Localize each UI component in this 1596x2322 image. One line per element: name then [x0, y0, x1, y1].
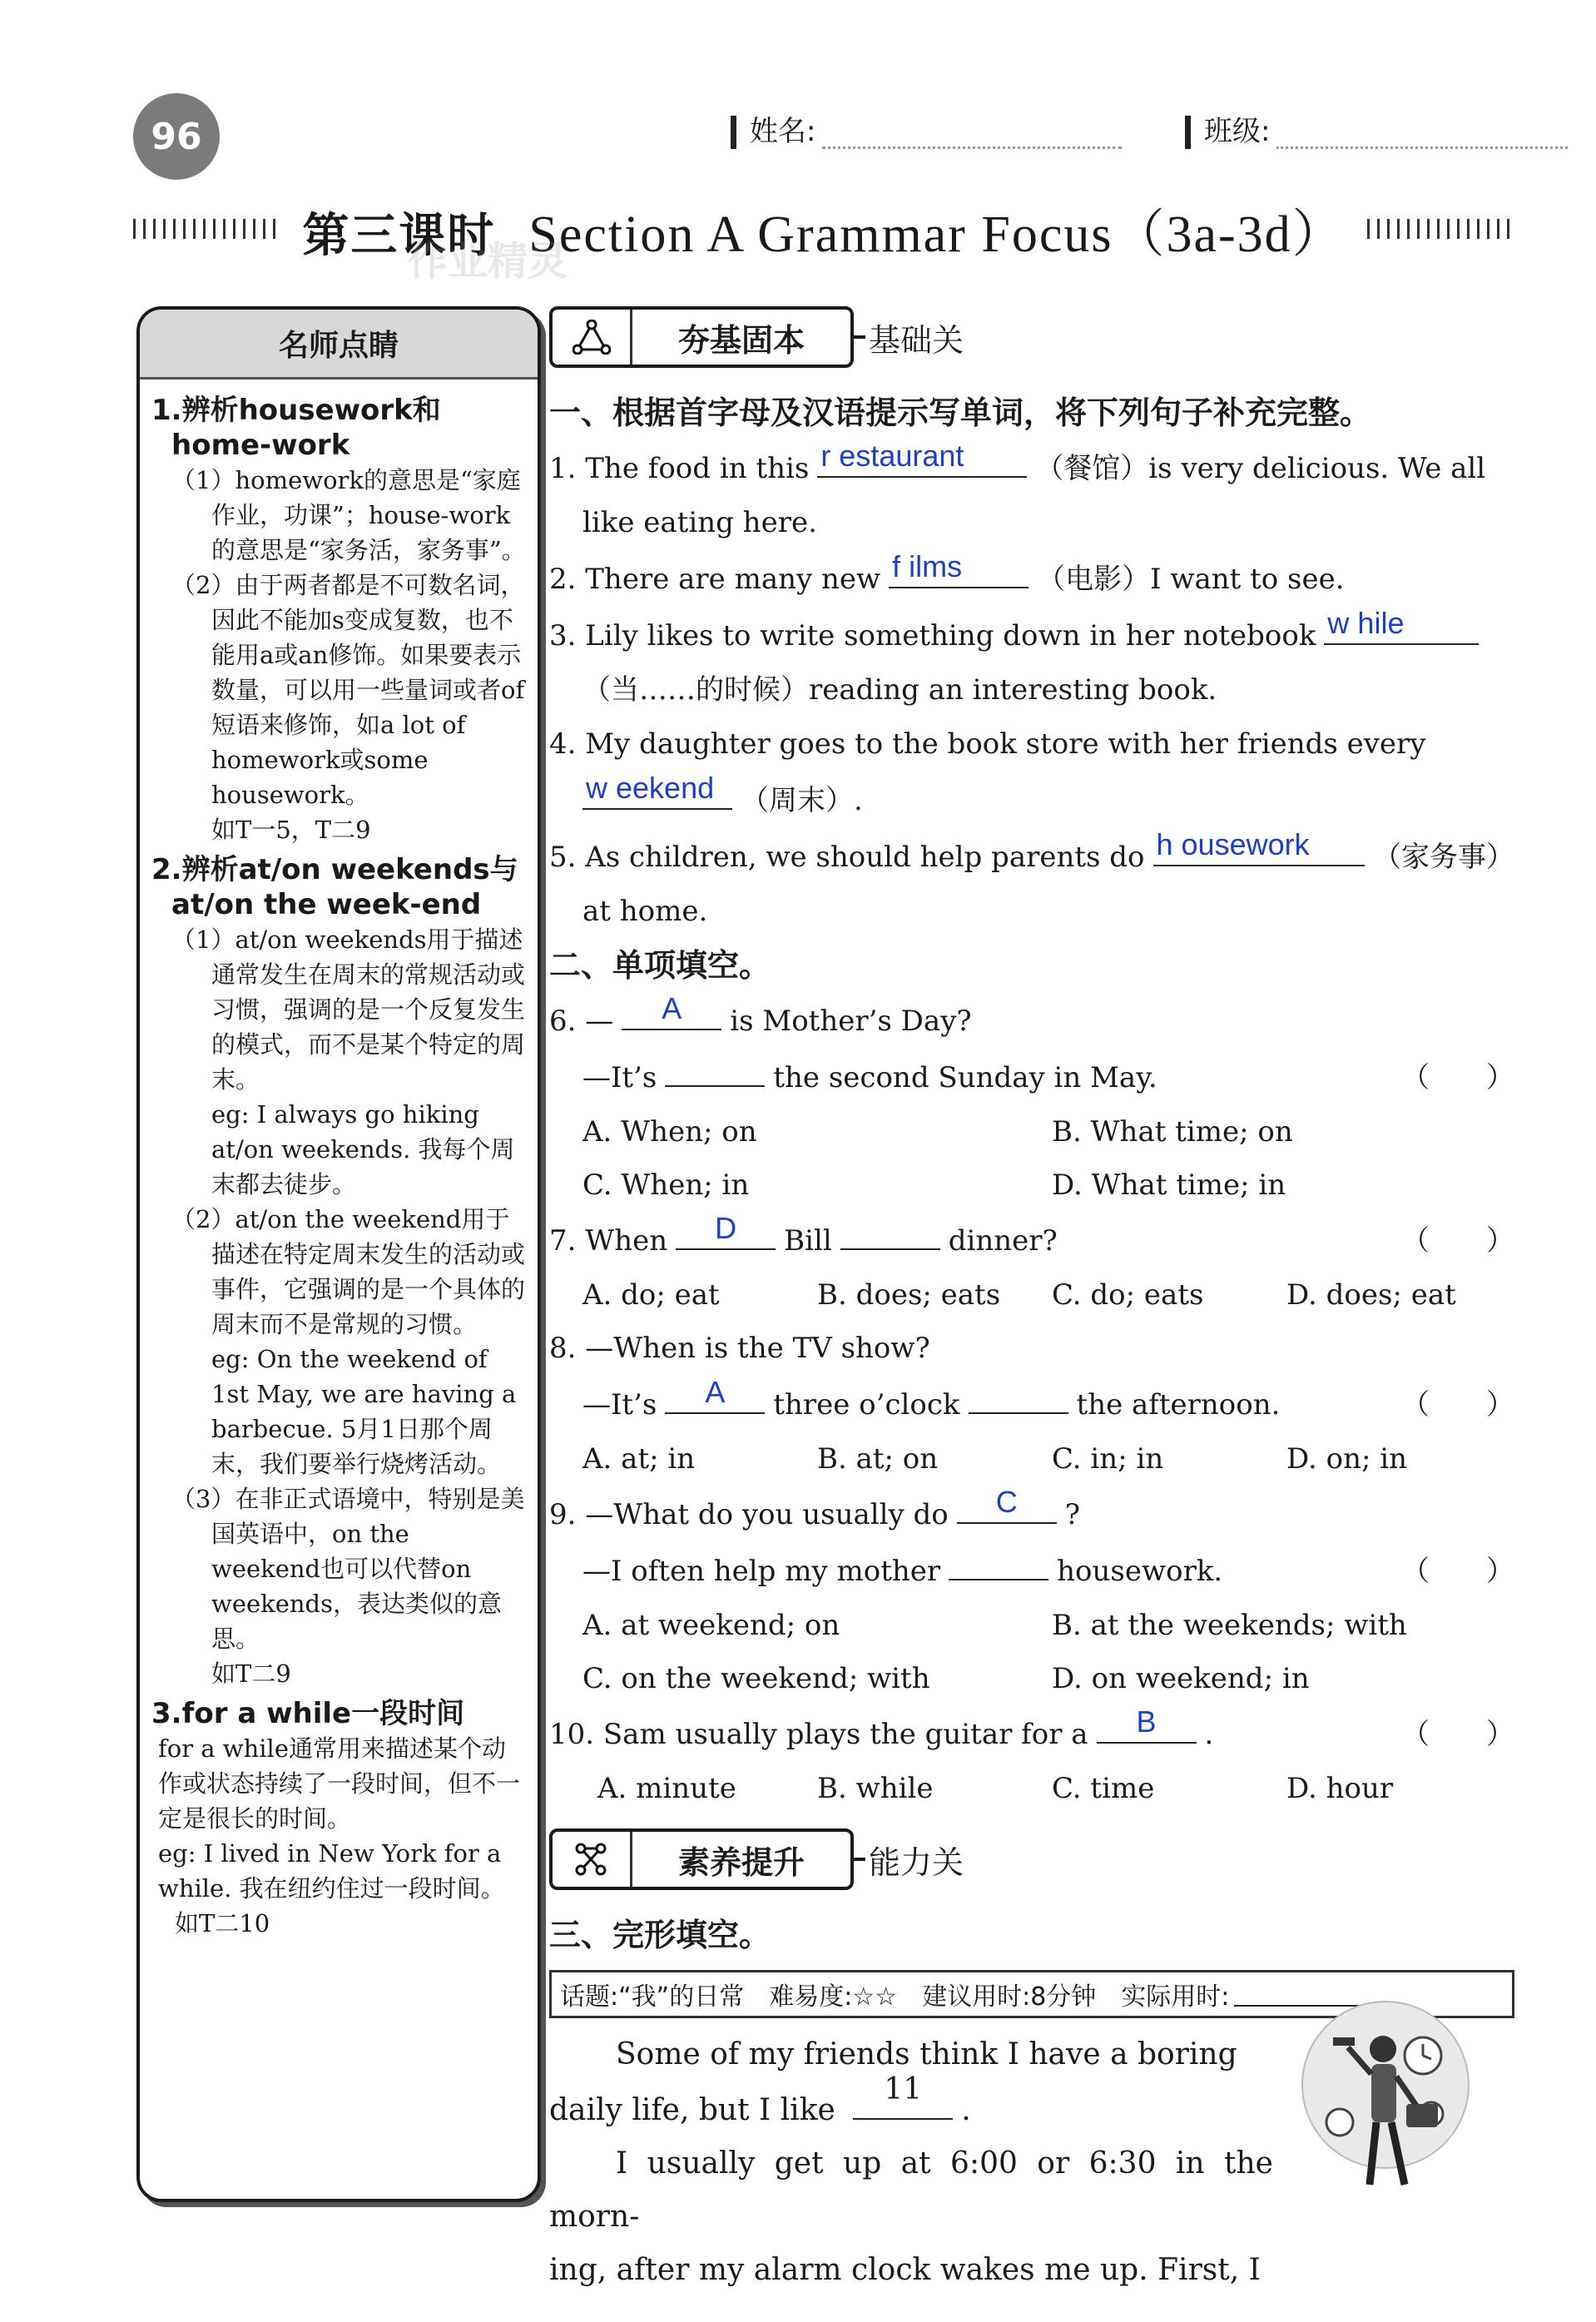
q7-option-a[interactable]: A. do; eat [582, 1278, 720, 1312]
answer-bracket[interactable]: （ ） [1401, 1224, 1514, 1258]
field-bar [1185, 116, 1191, 149]
q9-blank-2[interactable] [949, 1542, 1048, 1580]
q10-blank[interactable] [1097, 1705, 1197, 1744]
q6-text: 6. — [549, 1005, 614, 1038]
question-8-cont [549, 1376, 1514, 1432]
q5-blank[interactable] [1153, 828, 1365, 866]
part2-heading: 二、单项填空。 [549, 947, 771, 984]
badge-connector [854, 1858, 865, 1861]
tip-example: eg: On the weekend of 1st May, we are having a barbecue. 5月1日那个周末，我们要举行烧烤活动。 [211, 1345, 517, 1478]
q8-text-c: three o’clock [773, 1388, 960, 1421]
q8-text: 8. —When is the TV show? [549, 1332, 930, 1365]
q5-text-b: （家务事） [1373, 841, 1514, 874]
q8-blank[interactable] [665, 1376, 765, 1414]
q1-text: 1. The food in this [549, 452, 810, 485]
class-label: 班级: [1204, 115, 1271, 148]
tip-paragraph: （1）at/on weekends用于描述通常发生在周末的常规活动或习惯，强调的是一个反复发生的模式，而不是某个特定的周末。 [171, 925, 526, 1094]
answer-bracket[interactable]: （ ） [1401, 1718, 1514, 1751]
q6-blank-2[interactable] [665, 1049, 765, 1087]
q10-text: 10. Sam usually plays the guitar for a [549, 1718, 1088, 1751]
q9-blank[interactable] [957, 1486, 1057, 1524]
q2-answer: f ilms [892, 549, 963, 583]
q8-blank-2[interactable] [969, 1376, 1068, 1414]
passage-line: ing, after my alarm clock wakes me up. First, I [549, 2253, 1261, 2287]
q8-text-d: the afternoon. [1076, 1388, 1281, 1421]
q10-option-b[interactable]: B. while [817, 1772, 934, 1805]
q5-text-c: at home. [582, 895, 708, 928]
q3-text-b: （当……的时候）reading an interesting book. [582, 673, 1217, 707]
q4-text-b: （周末）. [741, 784, 863, 817]
cloze-passage [549, 2028, 1273, 2297]
q6-option-d[interactable]: D. What time; in [1052, 1168, 1286, 1202]
part1-heading: 一、根据首字母及汉语提示写单词，将下列句子补充完整。 [549, 394, 1372, 431]
field-bar [731, 116, 736, 149]
q8-option-d[interactable]: D. on; in [1286, 1442, 1408, 1476]
q10-option-d[interactable]: D. hour [1286, 1772, 1394, 1805]
question-7 [549, 1212, 1514, 1268]
q6-option-b[interactable]: B. What time; on [1052, 1115, 1293, 1149]
q3-blank[interactable] [1324, 607, 1479, 645]
q6-text-c: —It’s [582, 1061, 657, 1094]
q6-answer: A [662, 991, 682, 1025]
q9-option-c[interactable]: C. on the weekend; with [582, 1662, 930, 1695]
passage-line-2 [549, 2072, 1273, 2137]
network-icon [553, 1832, 632, 1887]
q7-option-b[interactable]: B. does; eats [817, 1278, 1001, 1312]
passage-text: daily life, but I like [549, 2093, 835, 2127]
q9-options-2 [549, 1652, 1514, 1705]
ability-section-label: 素养提升 [677, 1843, 805, 1881]
tip-example: eg: I lived in New York for a while. 我在纽约住过一段时间。 [158, 1839, 505, 1903]
lesson-title-en: Section A Grammar Focus（3a-3d） [528, 206, 1346, 263]
q6-option-a[interactable]: A. When; on [582, 1115, 757, 1149]
q6-text-b: is Mother’s Day? [730, 1005, 972, 1038]
q10-option-c[interactable]: C. time [1052, 1772, 1155, 1805]
q8-option-c[interactable]: C. in; in [1052, 1442, 1164, 1476]
q7-text-c: dinner? [948, 1224, 1058, 1258]
title-tick-decoration [133, 219, 280, 239]
name-label: 姓名: [750, 115, 816, 148]
triangle-nodes-icon [553, 310, 632, 365]
teacher-tips-sidebar [136, 306, 541, 2202]
q5-text: 5. As children, we should help parents do [549, 841, 1145, 874]
q9-option-a[interactable]: A. at weekend; on [582, 1609, 840, 1642]
q3-answer: w hile [1327, 606, 1405, 640]
question-6-cont [549, 1049, 1514, 1105]
badge-connector [854, 335, 865, 339]
q7-option-d[interactable]: D. does; eat [1286, 1278, 1456, 1312]
answer-bracket[interactable]: （ ） [1401, 1061, 1514, 1094]
q1-blank[interactable] [817, 439, 1027, 478]
watermark: 作业精灵 [408, 238, 568, 285]
tip-heading: 3.for a while一段时间 [151, 1697, 465, 1730]
name-field [731, 108, 1122, 149]
q5-answer: h ousework [1156, 827, 1310, 861]
q9-options [549, 1599, 1514, 1652]
q9-text-c: —I often help my mother [582, 1555, 941, 1588]
q10-options [549, 1762, 1514, 1815]
question-1-cont [549, 496, 1514, 550]
q6-option-c[interactable]: C. When; in [582, 1168, 750, 1202]
cloze-blank-11[interactable] [853, 2072, 953, 2120]
q8-option-b[interactable]: B. at; on [817, 1442, 939, 1476]
q10-text-b: . [1204, 1718, 1214, 1751]
q2-text-b: （电影）I want to see. [1037, 563, 1345, 596]
q8-option-a[interactable]: A. at; in [582, 1442, 696, 1476]
tip-heading: 1.辨析housework和home-work [151, 394, 441, 462]
q8-text-b: —It’s [582, 1388, 657, 1421]
q7-option-c[interactable]: C. do; eats [1052, 1278, 1204, 1312]
question-5 [549, 828, 1514, 885]
question-3-cont [549, 663, 1514, 717]
q6-blank[interactable] [622, 992, 721, 1030]
tip-paragraph: （2）由于两者都是不可数名词，因此不能加s变成复数，也不能用a或an修饰。如果要表示数量，可以用一些量词或者of短语来修饰，如a lot of homework或some housework。 [171, 571, 525, 809]
q7-text-b: Bill [784, 1224, 832, 1258]
q9-text: 9. —What do you usually do [549, 1498, 949, 1531]
q8-answer: A [705, 1375, 726, 1409]
question-2 [549, 550, 1514, 607]
q6-text-d: the second Sunday in May. [773, 1061, 1157, 1094]
tip-paragraph: （1）homework的意思是“家庭作业，功课”；house-work的意思是“家务活，家务事”。 [171, 466, 526, 564]
title-tick-decoration [1367, 219, 1514, 239]
passage-line: Some of my friends think I have a boring [616, 2037, 1237, 2071]
q2-blank[interactable] [889, 550, 1028, 588]
basic-section-sub: 基础关 [869, 321, 964, 359]
class-field [1185, 108, 1568, 149]
q3-text: 3. Lily likes to write something down in her notebook [549, 619, 1316, 652]
class-input-line[interactable] [1276, 119, 1568, 149]
name-input-line[interactable] [822, 119, 1122, 149]
q9-text-b: ? [1064, 1498, 1081, 1531]
q8-options [549, 1432, 1514, 1486]
answer-bracket[interactable]: （ ） [1401, 1388, 1514, 1421]
tip-reference: 如T二10 [175, 1909, 270, 1937]
q6-options-2 [549, 1159, 1514, 1212]
q10-option-a[interactable]: A. minute [597, 1772, 736, 1805]
q4-blank[interactable] [582, 772, 732, 810]
time-management-illustration [1290, 1997, 1481, 2197]
q1-text-b: （餐馆）is very delicious. We all [1035, 452, 1486, 485]
question-1 [549, 439, 1514, 496]
question-9-cont [549, 1542, 1514, 1599]
question-9 [549, 1486, 1514, 1542]
passage-text: . [961, 2093, 971, 2127]
q7-blank[interactable] [676, 1212, 776, 1250]
lesson-title-row [133, 196, 1514, 262]
question-5-cont [549, 885, 1514, 939]
q9-answer: C [995, 1485, 1018, 1519]
question-6 [549, 992, 1514, 1049]
tip-reference: 如T二9 [211, 1660, 291, 1688]
basic-section-badge [549, 300, 1514, 375]
part3-heading: 三、完形填空。 [549, 1917, 771, 1953]
q9-option-d[interactable]: D. on weekend; in [1052, 1662, 1310, 1695]
q10-answer: B [1136, 1704, 1157, 1739]
tip-heading: 2.辨析at/on weekends与at/on the week-end [151, 853, 518, 921]
q7-text: 7. When [549, 1224, 668, 1258]
basic-section-label: 夯基固本 [677, 321, 805, 359]
tip-example: eg: I always go hiking at/on weekends. 我每个周末都去徒步。 [211, 1100, 515, 1198]
question-3 [549, 607, 1514, 663]
tip-paragraph: for a while通常用来描述某个动作或状态持续了一段时间，但不一定是很长的时间。 [158, 1734, 521, 1833]
passage-line: I usually get up at 6:00 or 6:30 in the morn- [549, 2146, 1273, 2234]
q6-options [549, 1105, 1514, 1159]
page-number: 96 [133, 93, 220, 180]
tip-reference: 如T一5，T二9 [211, 816, 371, 844]
q4-text: 4. My daughter goes to the book store with her friends every [549, 727, 1426, 761]
q2-text: 2. There are many new [549, 563, 881, 596]
ability-section-sub: 能力关 [869, 1843, 964, 1881]
answer-bracket[interactable]: （ ） [1401, 1555, 1514, 1588]
question-8 [549, 1322, 1514, 1376]
ability-section-badge [549, 1822, 1514, 1897]
cloze-blank-number: 11 [884, 2072, 923, 2106]
q7-blank-2[interactable] [840, 1212, 940, 1250]
sidebar-heading: 名师点睛 [140, 310, 538, 380]
q7-answer: D [715, 1211, 737, 1245]
question-4-cont [549, 772, 1514, 828]
tip-paragraph: （2）at/on the weekend用于描述在特定周末发生的活动或事件，它强调的是一个具体的周末而不是常规的习惯。 [171, 1205, 526, 1338]
topic-text: 话题:“我”的日常 难易度:☆☆ 建议用时:8分钟 实际用时: [560, 1982, 1230, 2012]
q9-text-d: housework. [1057, 1555, 1223, 1588]
q4-answer: w eekend [586, 771, 715, 805]
question-10 [549, 1705, 1514, 1762]
question-4 [549, 717, 1514, 772]
q9-option-b[interactable]: B. at the weekends; with [1052, 1609, 1407, 1642]
tip-paragraph: （3）在非正式语境中，特别是美国英语中，on the weekend也可以代替on weekends，表达类似的意思。 [171, 1485, 525, 1653]
q7-options [549, 1268, 1514, 1322]
q1-answer: r estaurant [820, 439, 964, 473]
lesson-title-cn: 第三课时 [302, 208, 496, 263]
q1-text-c: like eating here. [582, 506, 817, 539]
